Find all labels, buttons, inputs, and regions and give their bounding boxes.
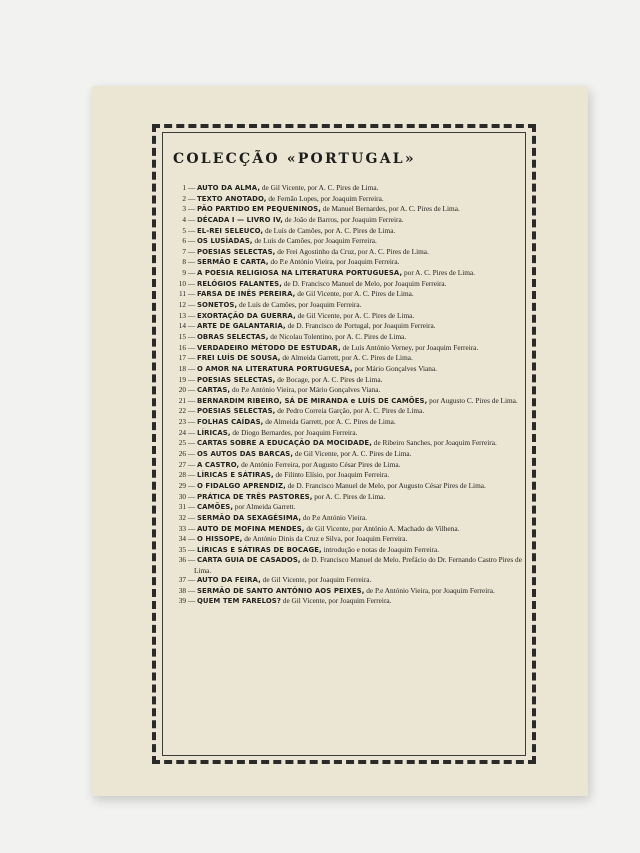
list-item: 5 — EL-REI SELEUCO, de Luís de Camões, por A. C. Pires de Lima. bbox=[172, 226, 532, 236]
entry-number: 25 bbox=[178, 438, 186, 448]
entry-number: 5 bbox=[182, 225, 186, 235]
work-title: CARTAS, bbox=[196, 386, 231, 395]
work-title: RELÓGIOS FALANTES, bbox=[196, 279, 282, 288]
entry-number: 21 bbox=[178, 395, 186, 405]
entry-number: 38 bbox=[178, 585, 186, 595]
work-title: AUTO DA FEIRA, bbox=[196, 576, 261, 585]
entry-number: 9 bbox=[182, 268, 186, 278]
work-title: TEXTO ANOTADO, bbox=[196, 194, 267, 203]
list-item: 36 — CARTA GUIA DE CASADOS, de D. Francisco Manuel de Melo. Prefácio do Dr. Fernando Castro Pires de Lima. bbox=[172, 555, 532, 574]
list-item: 19 — POESIAS SELECTAS, de Bocage, por A. C. Pires de Lima. bbox=[172, 375, 532, 385]
entry-details: de Gil Vicente, por António A. Machado de Vilhena. bbox=[306, 523, 460, 533]
work-title: SERMÃO DE SANTO ANTÓNIO AOS PEIXES, bbox=[196, 586, 365, 595]
work-title: OBRAS SELECTAS, bbox=[196, 332, 269, 341]
entry-details: de Frei Agostinho da Cruz, por A. C. Pires de Lima. bbox=[277, 246, 429, 256]
list-item: 13 — EXORTAÇÃO DA GUERRA, de Gil Vicente, por A. C. Pires de Lima. bbox=[172, 311, 532, 321]
entry-number: 2 bbox=[182, 193, 186, 203]
entry-number: 39 bbox=[178, 596, 186, 606]
entry-details: de António Dinis da Cruz e Silva, por Joaquim Ferreira. bbox=[244, 534, 408, 544]
entry-number: 37 bbox=[178, 575, 186, 585]
entry-details: de Manuel Bernardes, por A. C. Pires de Lima. bbox=[322, 204, 460, 214]
entry-number: 7 bbox=[182, 246, 186, 256]
entry-number: 22 bbox=[178, 406, 186, 416]
list-item: 25 — CARTAS SOBRE A EDUCAÇÃO DA MOCIDADE, de Ribeiro Sanches, por Joaquim Ferreira. bbox=[172, 438, 532, 448]
list-item: 33 — AUTO DE MOFINA MENDES, de Gil Vicente, por António A. Machado de Vilhena. bbox=[172, 524, 532, 534]
list-item: 23 — FOLHAS CAÍDAS, de Almeida Garrett, por A. C. Pires de Lima. bbox=[172, 417, 532, 427]
entry-details: de Filinto Elísio, por Joaquim Ferreira. bbox=[275, 470, 390, 480]
entry-details: de Bocage, por A. C. Pires de Lima. bbox=[277, 374, 383, 384]
entry-number: 29 bbox=[178, 480, 186, 490]
entry-number: 28 bbox=[178, 470, 186, 480]
entry-number: 10 bbox=[178, 278, 186, 288]
work-title: OS AUTOS DAS BARCAS, bbox=[196, 450, 294, 459]
entry-number: 14 bbox=[178, 321, 186, 331]
work-title: BERNARDIM RIBEIRO, SÁ DE MIRANDA e LUÍS DE CAMÕES, bbox=[196, 396, 428, 405]
list-item: 17 — FREI LUÍS DE SOUSA, de Almeida Garrett, por A. C. Pires de Lima. bbox=[172, 353, 532, 363]
work-title: O FIDALGO APRENDIZ, bbox=[196, 481, 286, 490]
entry-details: de João de Barros, por Joaquim Ferreira. bbox=[284, 214, 404, 224]
entry-number: 35 bbox=[178, 544, 186, 554]
list-item: 16 — VERDADEIRO MÉTODO DE ESTUDAR, de Luís António Verney, por Joaquim Ferreira. bbox=[172, 343, 532, 353]
entry-number: 31 bbox=[178, 502, 186, 512]
entry-number: 15 bbox=[178, 331, 186, 341]
entry-number: 8 bbox=[182, 257, 186, 267]
entry-details: de Gil Vicente, por Joaquim Ferreira. bbox=[282, 596, 392, 606]
list-item: 35 — LÍRICAS E SÁTIRAS DE BOCAGE, introdução e notas de Joaquim Ferreira. bbox=[172, 545, 532, 555]
list-item: 4 — DÉCADA I — LIVRO IV, de João de Barros, por Joaquim Ferreira. bbox=[172, 215, 532, 225]
list-item: 21 — BERNARDIM RIBEIRO, SÁ DE MIRANDA e LUÍS DE CAMÕES, por Augusto C. Pires de Lima. bbox=[172, 396, 532, 406]
list-item: 31 — CAMÕES, por Almeida Garrett. bbox=[172, 502, 532, 512]
list-item: 34 — O HISSOPE, de António Dinis da Cruz e Silva, por Joaquim Ferreira. bbox=[172, 534, 532, 544]
entry-number: 20 bbox=[178, 385, 186, 395]
work-title: POESIAS SELECTAS, bbox=[196, 375, 276, 384]
list-item: 6 — OS LUSÍADAS, de Luís de Camões, por Joaquim Ferreira. bbox=[172, 236, 532, 246]
entry-number: 12 bbox=[178, 300, 186, 310]
list-item: 28 — LÍRICAS E SÁTIRAS, de Filinto Elísio, por Joaquim Ferreira. bbox=[172, 470, 532, 480]
work-title: OS LUSÍADAS, bbox=[196, 237, 253, 246]
entry-number: 23 bbox=[178, 417, 186, 427]
work-title: VERDADEIRO MÉTODO DE ESTUDAR, bbox=[196, 343, 341, 352]
inner-frame bbox=[162, 132, 526, 756]
work-title: SERMÃO E CARTA, bbox=[196, 258, 269, 267]
list-item: 32 — SERMÃO DA SEXAGÉSIMA, do P.e António Vieira. bbox=[172, 513, 532, 523]
list-item: 27 — A CASTRO, de António Ferreira, por Augusto César Pires de Lima. bbox=[172, 460, 532, 470]
entry-number: 36 bbox=[178, 555, 186, 565]
list-item: 2 — TEXTO ANOTADO, de Fernão Lopes, por Joaquim Ferreira. bbox=[172, 194, 532, 204]
entry-number: 19 bbox=[178, 374, 186, 384]
list-item: 12 — SONETOS, de Luís de Camões, por Joaquim Ferreira. bbox=[172, 300, 532, 310]
work-title: ARTE DE GALANTARIA, bbox=[196, 322, 286, 331]
work-title: POESIAS SELECTAS, bbox=[196, 407, 276, 416]
list-item: 26 — OS AUTOS DAS BARCAS, de Gil Vicente, por A. C. Pires de Lima. bbox=[172, 449, 532, 459]
entry-details: de Luís de Camões, por Joaquim Ferreira. bbox=[254, 236, 377, 246]
page-title: COLECÇÃO «PORTUGAL» bbox=[173, 151, 416, 167]
work-title: SONETOS, bbox=[196, 301, 238, 310]
work-title: PRÁTICA DE TRÊS PASTORES, bbox=[196, 492, 313, 501]
entry-details: do P.e António Vieira, por Joaquim Ferreira. bbox=[270, 257, 400, 267]
entry-number: 34 bbox=[178, 534, 186, 544]
entry-details: de Almeida Garrett, por A. C. Pires de Lima. bbox=[282, 353, 413, 363]
work-title: FARSA DE INÊS PEREIRA, bbox=[196, 290, 296, 299]
entry-number: 16 bbox=[178, 342, 186, 352]
list-item: 9 — A POESIA RELIGIOSA NA LITERATURA PORTUGUESA, por A. C. Pires de Lima. bbox=[172, 268, 532, 278]
list-item: 29 — O FIDALGO APRENDIZ, de D. Francisco Manuel de Melo, por Augusto César Pires de Lima. bbox=[172, 481, 532, 491]
work-title: O HISSOPE, bbox=[196, 535, 243, 544]
list-item: 24 — LÍRICAS, de Diogo Bernardes, por Joaquim Ferreira. bbox=[172, 428, 532, 438]
work-title: LÍRICAS E SÁTIRAS, bbox=[196, 471, 274, 480]
entry-details: de Gil Vicente, por A. C. Pires de Lima. bbox=[294, 449, 412, 459]
entry-details: de Diogo Bernardes, por Joaquim Ferreira. bbox=[232, 427, 358, 437]
work-title: CARTAS SOBRE A EDUCAÇÃO DA MOCIDADE, bbox=[196, 439, 372, 448]
work-title: LÍRICAS, bbox=[196, 428, 231, 437]
entry-number: 17 bbox=[178, 353, 186, 363]
entry-number: 6 bbox=[182, 236, 186, 246]
entry-details: por Augusto C. Pires de Lima. bbox=[429, 395, 518, 405]
dashed-frame bbox=[152, 124, 536, 764]
list-item: 7 — POESIAS SELECTAS, de Frei Agostinho da Cruz, por A. C. Pires de Lima. bbox=[172, 247, 532, 257]
list-item: 14 — ARTE DE GALANTARIA, de D. Francisco de Portugal, por Joaquim Ferreira. bbox=[172, 321, 532, 331]
work-title: FREI LUÍS DE SOUSA, bbox=[196, 354, 281, 363]
entry-number: 27 bbox=[178, 459, 186, 469]
list-item: 37 — AUTO DA FEIRA, de Gil Vicente, por Joaquim Ferreira. bbox=[172, 575, 532, 585]
work-title: EL-REI SELEUCO, bbox=[196, 226, 264, 235]
list-item: 8 — SERMÃO E CARTA, do P.e António Vieira, por Joaquim Ferreira. bbox=[172, 257, 532, 267]
entry-details: por A. C. Pires de Lima. bbox=[314, 491, 386, 501]
entry-details: de Fernão Lopes, por Joaquim Ferreira. bbox=[268, 193, 384, 203]
entry-details: de D. Francisco Manuel de Melo. Prefácio do Dr. Fernando Castro Pires de Lima. bbox=[194, 555, 522, 575]
list-item: 18 — O AMOR NA LITERATURA PORTUGUESA, por Mário Gonçalves Viana. bbox=[172, 364, 532, 374]
work-title: A POESIA RELIGIOSA NA LITERATURA PORTUGUESA, bbox=[196, 269, 403, 278]
list-item: 3 — PÃO PARTIDO EM PEQUENINOS, de Manuel Bernardes, por A. C. Pires de Lima. bbox=[172, 204, 532, 214]
list-item: 15 — OBRAS SELECTAS, de Nicolau Tolentino, por A. C. Pires de Lima. bbox=[172, 332, 532, 342]
list-item: 38 — SERMÃO DE SANTO ANTÓNIO AOS PEIXES, de P.e António Vieira, por Joaquim Ferreira. bbox=[172, 586, 532, 596]
list-item: 22 — POESIAS SELECTAS, de Pedro Correia Garção, por A. C. Pires de Lima. bbox=[172, 406, 532, 416]
entry-details: de D. Francisco Manuel de Melo, por Augusto César Pires de Lima. bbox=[287, 480, 486, 490]
work-title: AUTO DA ALMA, bbox=[196, 184, 261, 192]
entry-number: 18 bbox=[178, 363, 186, 373]
work-title: FOLHAS CAÍDAS, bbox=[196, 418, 264, 427]
entry-number: 32 bbox=[178, 512, 186, 522]
work-title: QUEM TEM FARELOS? bbox=[196, 597, 281, 606]
list-item: 39 — QUEM TEM FARELOS? de Gil Vicente, por Joaquim Ferreira. bbox=[172, 596, 532, 606]
entry-details: do P.e António Vieira. bbox=[302, 512, 367, 522]
work-title: A CASTRO, bbox=[196, 460, 240, 469]
entry-details: de Pedro Correia Garção, por A. C. Pires de Lima. bbox=[277, 406, 425, 416]
entry-details: de Gil Vicente, por Joaquim Ferreira. bbox=[262, 575, 372, 585]
entry-details: por Mário Gonçalves Viana. bbox=[354, 363, 438, 373]
entry-number: 13 bbox=[178, 310, 186, 320]
work-title: DÉCADA I — LIVRO IV, bbox=[196, 215, 283, 224]
entry-details: de D. Francisco Manuel de Melo, por Joaquim Ferreira. bbox=[283, 278, 447, 288]
entry-number: 26 bbox=[178, 449, 186, 459]
entry-number: 11 bbox=[178, 289, 186, 299]
work-title: O AMOR NA LITERATURA PORTUGUESA, bbox=[196, 364, 353, 373]
entry-details: de Gil Vicente, por A. C. Pires de Lima. bbox=[297, 310, 415, 320]
work-title: POESIAS SELECTAS, bbox=[196, 247, 276, 256]
entry-number: 30 bbox=[178, 491, 186, 501]
entry-details: de D. Francisco de Portugal, por Joaquim Ferreira. bbox=[287, 321, 436, 331]
entry-number: 1 bbox=[182, 183, 186, 192]
entry-details: de Ribeiro Sanches, por Joaquim Ferreira. bbox=[373, 438, 497, 448]
list-item: 20 — CARTAS, do P.e António Vieira, por Mário Gonçalves Viana. bbox=[172, 385, 532, 395]
entry-details: de Almeida Garrett, por A. C. Pires de Lima. bbox=[265, 417, 396, 427]
work-title: CAMÕES, bbox=[196, 503, 234, 512]
book-back-cover bbox=[92, 86, 588, 796]
entry-details: de Gil Vicente, por A. C. Pires de Lima. bbox=[297, 289, 414, 299]
work-title: CARTA GUIA DE CASADOS, bbox=[196, 556, 301, 565]
entry-number: 4 bbox=[182, 214, 186, 224]
entry-number: 3 bbox=[182, 204, 186, 214]
work-title: LÍRICAS E SÁTIRAS DE BOCAGE, bbox=[196, 545, 322, 554]
work-title: AUTO DE MOFINA MENDES, bbox=[196, 524, 305, 533]
entry-details: de P.e António Vieira, por Joaquim Ferreira. bbox=[366, 585, 495, 595]
entry-details: de Luís António Verney, por Joaquim Ferreira. bbox=[342, 342, 479, 352]
list-item: 1 — AUTO DA ALMA, de Gil Vicente, por A. C. Pires de Lima. bbox=[172, 183, 532, 193]
entry-details: por Almeida Garrett. bbox=[234, 502, 296, 512]
entry-details: de Nicolau Tolentino, por A. C. Pires de Lima. bbox=[270, 331, 407, 341]
list-item: 30 — PRÁTICA DE TRÊS PASTORES, por A. C. Pires de Lima. bbox=[172, 492, 532, 502]
work-title: PÃO PARTIDO EM PEQUENINOS, bbox=[196, 205, 321, 214]
entry-details: por A. C. Pires de Lima. bbox=[404, 268, 475, 278]
entry-details: introdução e notas de Joaquim Ferreira. bbox=[323, 544, 440, 554]
entry-details: do P.e António Vieira, por Mário Gonçalves Viana. bbox=[231, 385, 381, 395]
list-item: 11 — FARSA DE INÊS PEREIRA, de Gil Vicente, por A. C. Pires de Lima. bbox=[172, 289, 532, 299]
entry-number: 33 bbox=[178, 523, 186, 533]
entry-number: 24 bbox=[178, 427, 186, 437]
catalog-list bbox=[172, 183, 532, 607]
entry-details: de António Ferreira, por Augusto César Pires de Lima. bbox=[241, 459, 401, 469]
work-title: EXORTAÇÃO DA GUERRA, bbox=[196, 311, 296, 320]
entry-details: de Luís de Camões, por Joaquim Ferreira. bbox=[239, 300, 362, 310]
entry-details: de Gil Vicente, por A. C. Pires de Lima. bbox=[261, 183, 379, 192]
list-item: 10 — RELÓGIOS FALANTES, de D. Francisco Manuel de Melo, por Joaquim Ferreira. bbox=[172, 279, 532, 289]
entry-details: de Luís de Camões, por A. C. Pires de Lima. bbox=[264, 225, 396, 235]
work-title: SERMÃO DA SEXAGÉSIMA, bbox=[196, 513, 302, 522]
